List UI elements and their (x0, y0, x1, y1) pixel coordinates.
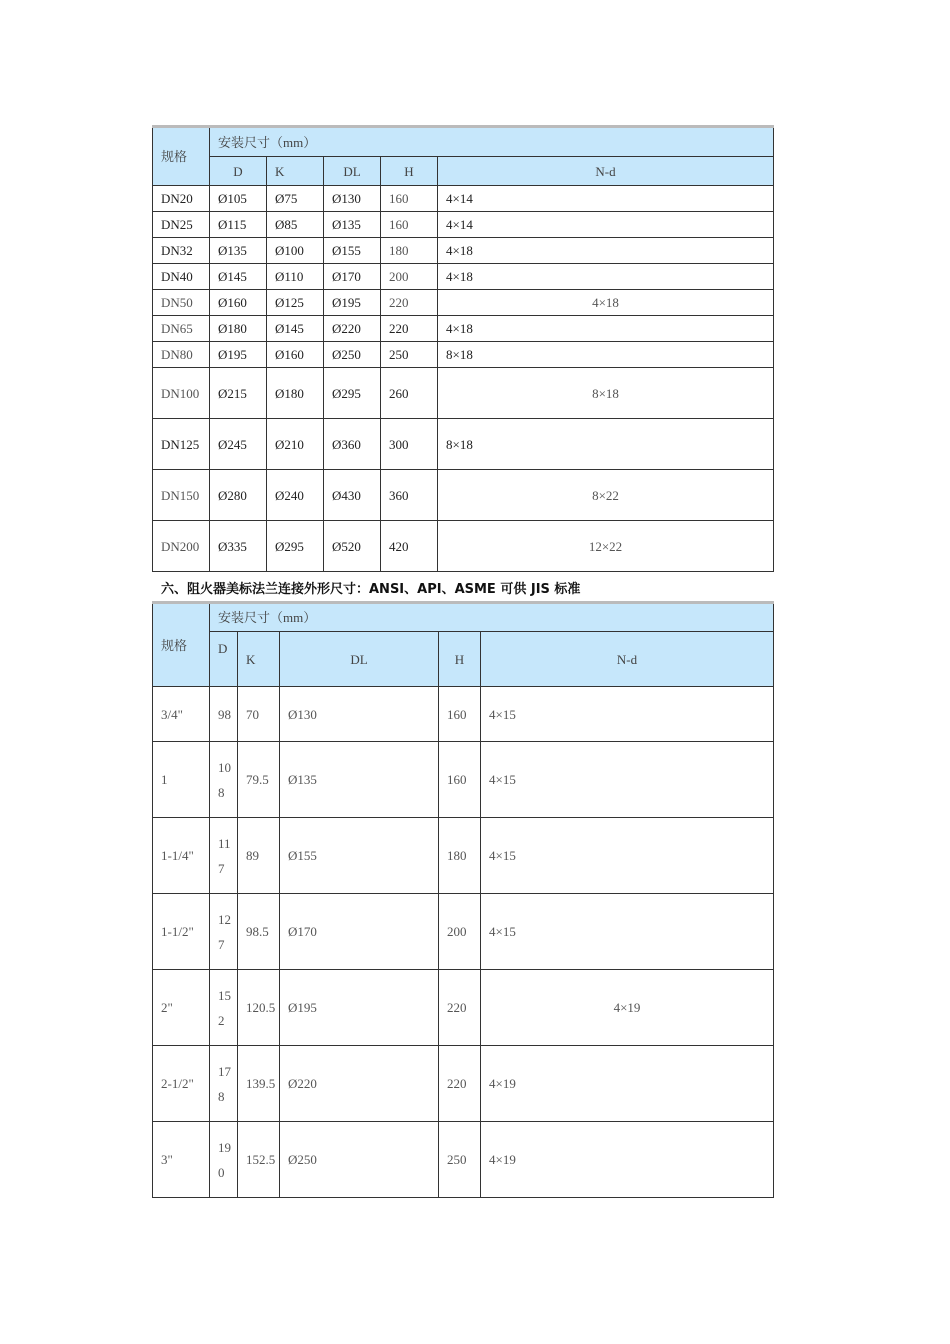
dl-cell: Ø130 (280, 687, 439, 742)
d-cell: Ø195 (210, 342, 267, 368)
h-cell: 250 (439, 1122, 481, 1198)
table-row (153, 264, 774, 290)
nd-cell: 8×18 (438, 368, 774, 419)
dl-cell: Ø220 (280, 1046, 439, 1122)
nd-cell: 4×15 (481, 687, 774, 742)
table-row (153, 1122, 774, 1198)
table-row (153, 368, 774, 419)
h-cell: 200 (439, 894, 481, 970)
col-header-k: K (238, 632, 280, 687)
nd-cell: 4×15 (481, 742, 774, 818)
dl-cell: Ø130 (324, 186, 381, 212)
h-cell: 200 (381, 264, 438, 290)
k-cell: 89 (238, 818, 280, 894)
d-cell: Ø215 (210, 368, 267, 419)
dl-cell: Ø135 (324, 212, 381, 238)
k-cell: 120.5 (238, 970, 280, 1046)
k-cell: Ø180 (267, 368, 324, 419)
col-header-h: H (439, 632, 481, 687)
table-row (153, 742, 774, 818)
table-row (153, 186, 774, 212)
h-cell: 160 (439, 687, 481, 742)
spec-cell: 3/4" (153, 687, 210, 742)
table-row (153, 342, 774, 368)
h-cell: 360 (381, 470, 438, 521)
table-row (153, 970, 774, 1046)
k-cell: Ø100 (267, 238, 324, 264)
spec-cell: DN80 (153, 342, 210, 368)
nd-cell: 4×18 (438, 264, 774, 290)
dl-cell: Ø220 (324, 316, 381, 342)
section-heading: 六、阻火器美标法兰连接外形尺寸：ANSI、API、ASME 可供 JIS 标准 (161, 582, 581, 597)
k-cell: Ø210 (267, 419, 324, 470)
dl-cell: Ø155 (280, 818, 439, 894)
spec-cell: 2-1/2" (153, 1046, 210, 1122)
h-cell: 250 (381, 342, 438, 368)
dl-cell: Ø155 (324, 238, 381, 264)
h-cell: 220 (439, 970, 481, 1046)
spec-header: 规格 (153, 603, 210, 687)
spec-cell: DN32 (153, 238, 210, 264)
h-cell: 160 (381, 186, 438, 212)
h-cell: 220 (381, 290, 438, 316)
nd-cell: 4×19 (481, 1046, 774, 1122)
h-cell: 220 (439, 1046, 481, 1122)
table-row (153, 290, 774, 316)
d-cell: Ø135 (210, 238, 267, 264)
d-cell: Ø335 (210, 521, 267, 572)
d-cell: 117 (210, 818, 238, 894)
nd-cell: 4×14 (438, 186, 774, 212)
d-cell: Ø180 (210, 316, 267, 342)
k-cell: 70 (238, 687, 280, 742)
table-row (153, 687, 774, 742)
col-header-h: H (381, 157, 438, 186)
k-cell: 98.5 (238, 894, 280, 970)
nd-cell: 8×18 (438, 419, 774, 470)
dl-cell: Ø430 (324, 470, 381, 521)
k-cell: Ø75 (267, 186, 324, 212)
spec-cell: DN65 (153, 316, 210, 342)
h-cell: 160 (381, 212, 438, 238)
nd-cell: 4×15 (481, 894, 774, 970)
spec-cell: 2" (153, 970, 210, 1046)
dl-cell: Ø135 (280, 742, 439, 818)
d-cell: 152 (210, 970, 238, 1046)
d-cell: 127 (210, 894, 238, 970)
col-header-k: K (267, 157, 324, 186)
install-size-header: 安装尺寸（mm） (210, 603, 774, 632)
spec-cell: DN100 (153, 368, 210, 419)
spec-cell: 1-1/2" (153, 894, 210, 970)
table-row (153, 470, 774, 521)
install-size-header: 安装尺寸（mm） (210, 127, 774, 157)
k-cell: Ø160 (267, 342, 324, 368)
spec-cell: DN200 (153, 521, 210, 572)
dl-cell: Ø170 (324, 264, 381, 290)
h-cell: 180 (439, 818, 481, 894)
spec-cell: DN150 (153, 470, 210, 521)
d-cell: 178 (210, 1046, 238, 1122)
k-cell: 79.5 (238, 742, 280, 818)
k-cell: Ø110 (267, 264, 324, 290)
d-cell: Ø115 (210, 212, 267, 238)
spec-cell: 1-1/4" (153, 818, 210, 894)
col-header-nd: N-d (481, 632, 774, 687)
d-cell: Ø160 (210, 290, 267, 316)
dl-cell: Ø250 (280, 1122, 439, 1198)
nd-cell: 4×18 (438, 238, 774, 264)
col-header-d: D (210, 157, 267, 186)
spec-cell: DN125 (153, 419, 210, 470)
d-cell: Ø105 (210, 186, 267, 212)
spec-cell: DN50 (153, 290, 210, 316)
table-row (153, 521, 774, 572)
h-cell: 300 (381, 419, 438, 470)
k-cell: 139.5 (238, 1046, 280, 1122)
table-row (153, 316, 774, 342)
k-cell: 152.5 (238, 1122, 280, 1198)
d-cell: 190 (210, 1122, 238, 1198)
h-cell: 160 (439, 742, 481, 818)
d-cell: 108 (210, 742, 238, 818)
table-row (153, 1046, 774, 1122)
dl-cell: Ø195 (280, 970, 439, 1046)
dl-cell: Ø295 (324, 368, 381, 419)
table-row (153, 238, 774, 264)
spec-cell: DN20 (153, 186, 210, 212)
dl-cell: Ø195 (324, 290, 381, 316)
spec-cell: DN40 (153, 264, 210, 290)
nd-cell: 4×15 (481, 818, 774, 894)
col-header-dl: DL (280, 632, 439, 687)
h-cell: 220 (381, 316, 438, 342)
nd-cell: 4×18 (438, 290, 774, 316)
nd-cell: 4×19 (481, 1122, 774, 1198)
h-cell: 260 (381, 368, 438, 419)
k-cell: Ø85 (267, 212, 324, 238)
d-cell: Ø280 (210, 470, 267, 521)
spec-cell: 3" (153, 1122, 210, 1198)
spec-cell: DN25 (153, 212, 210, 238)
k-cell: Ø240 (267, 470, 324, 521)
dl-cell: Ø170 (280, 894, 439, 970)
h-cell: 180 (381, 238, 438, 264)
table-row (153, 818, 774, 894)
nd-cell: 8×18 (438, 342, 774, 368)
flange-dimensions-table-ansi (152, 601, 774, 1198)
spec-cell: 1 (153, 742, 210, 818)
dl-cell: Ø520 (324, 521, 381, 572)
h-cell: 420 (381, 521, 438, 572)
k-cell: Ø295 (267, 521, 324, 572)
col-header-dl: DL (324, 157, 381, 186)
k-cell: Ø145 (267, 316, 324, 342)
table-row (153, 419, 774, 470)
spec-header: 规格 (153, 127, 210, 186)
col-header-nd: N-d (438, 157, 774, 186)
nd-cell: 4×18 (438, 316, 774, 342)
d-cell: Ø245 (210, 419, 267, 470)
col-header-d: D (210, 632, 238, 687)
flange-dimensions-table-dn (152, 125, 774, 572)
d-cell: Ø145 (210, 264, 267, 290)
table-row (153, 212, 774, 238)
nd-cell: 12×22 (438, 521, 774, 572)
nd-cell: 8×22 (438, 470, 774, 521)
table-row (153, 894, 774, 970)
nd-cell: 4×14 (438, 212, 774, 238)
dl-cell: Ø250 (324, 342, 381, 368)
k-cell: Ø125 (267, 290, 324, 316)
dl-cell: Ø360 (324, 419, 381, 470)
nd-cell: 4×19 (481, 970, 774, 1046)
d-cell: 98 (210, 687, 238, 742)
